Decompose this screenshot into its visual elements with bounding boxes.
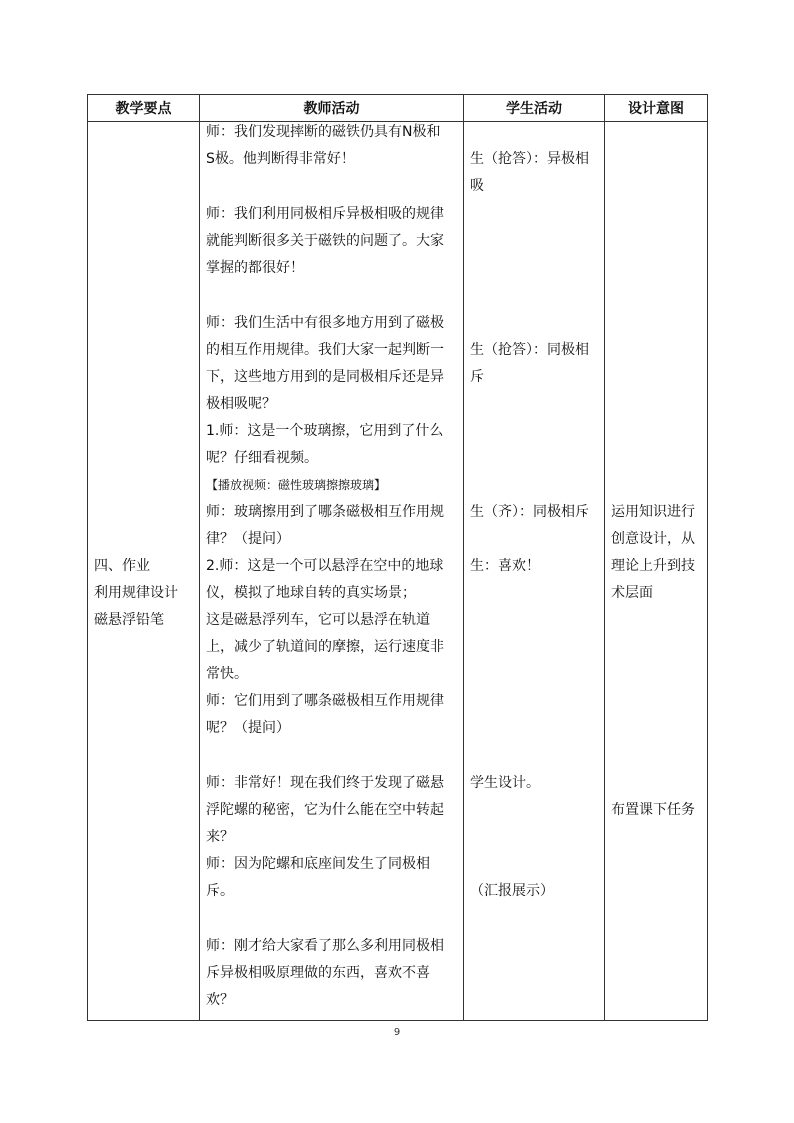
teaching-point-line: 磁悬浮铅笔 (94, 612, 164, 628)
teacher-line: 呢？（提问） (206, 720, 290, 736)
teacher-line: 斥。 (206, 883, 234, 899)
design-intent-line: 理论上升到技 (611, 558, 695, 574)
table-row (88, 122, 708, 1021)
teacher-line: 师：我们生活中有很多地方用到了磁极 (206, 315, 444, 331)
video-note: 【播放视频：磁性玻璃擦擦玻璃】 (206, 478, 387, 492)
teaching-point-line: 利用规律设计 (94, 585, 178, 601)
student-line: 吸 (470, 178, 484, 194)
teacher-activity-cell (200, 122, 464, 1021)
teacher-line: 来？ (206, 829, 234, 845)
teacher-line: 师：我们发现摔断的磁铁仍具有N极和 (206, 124, 441, 140)
teacher-line: 下，这些地方用到的是同极相斥还是异 (206, 369, 444, 385)
teacher-line: 浮陀螺的秘密，它为什么能在空中转起 (206, 802, 444, 818)
page-number: 9 (393, 1027, 401, 1038)
teacher-line: 的相互作用规律。我们大家一起判断一 (206, 342, 444, 358)
header-design-intent: 设计意图 (605, 95, 708, 122)
teacher-line: 仪，模拟了地球自转的真实场景； (206, 585, 416, 601)
student-line: 生：喜欢！ (470, 558, 540, 574)
student-line: 生（抢答）：同极相 (470, 342, 589, 358)
lesson-plan-table (87, 94, 708, 1021)
teacher-line: 师：我们利用同极相斥异极相吸的规律 (206, 206, 444, 222)
teacher-line: 呢？仔细看视频。 (206, 450, 318, 466)
teacher-line: 1.师：这是一个玻璃擦，它用到了什么 (206, 423, 444, 439)
teacher-line: 2.师：这是一个可以悬浮在空中的地球 (206, 558, 444, 574)
teacher-line: 师：因为陀螺和底座间发生了同极相 (206, 856, 430, 872)
student-activity-cell (464, 122, 605, 1021)
header-teacher-activity: 教师活动 (200, 95, 464, 122)
teacher-line: 这是磁悬浮列车，它可以悬浮在轨道 (206, 612, 430, 628)
teacher-line: 师：非常好！现在我们终于发现了磁悬 (206, 775, 444, 791)
student-line: 生（抢答）：异极相 (470, 151, 589, 167)
design-intent-line: 运用知识进行 (611, 504, 695, 520)
teacher-line: 极相吸呢？ (206, 396, 276, 412)
design-intent-line: 布置课下任务 (611, 802, 695, 818)
student-line: （汇报展示） (470, 883, 554, 899)
teacher-line: 师：玻璃擦用到了哪条磁极相互作用规 (206, 504, 444, 520)
student-line: 学生设计。 (470, 775, 540, 791)
teacher-line: 师：它们用到了哪条磁极相互作用规律 (206, 693, 444, 709)
design-intent-cell (605, 122, 708, 1021)
teacher-line: S极。他判断得非常好！ (206, 151, 355, 167)
teacher-line: 斥异极相吸原理做的东西，喜欢不喜 (206, 965, 430, 981)
teacher-line: 师：刚才给大家看了那么多利用同极相 (206, 938, 444, 954)
design-intent-line: 术层面 (611, 585, 653, 601)
header-student-activity: 学生活动 (464, 95, 605, 122)
header-row (88, 95, 708, 122)
header-teaching-points: 教学要点 (88, 95, 200, 122)
student-line: 生（齐）：同极相斥 (470, 504, 589, 520)
teaching-points-cell (88, 122, 200, 1021)
teacher-line: 欢？ (206, 992, 234, 1008)
teacher-line: 常快。 (206, 666, 248, 682)
student-line: 斥 (470, 369, 484, 385)
teacher-line: 上，减少了轨道间的摩擦，运行速度非 (206, 639, 444, 655)
teacher-line: 掌握的都很好！ (206, 260, 304, 276)
teacher-line: 律？（提问） (206, 531, 290, 547)
teacher-line: 就能判断很多关于磁铁的问题了。大家 (206, 233, 444, 249)
teaching-point-line: 四、作业 (94, 558, 150, 574)
design-intent-line: 创意设计，从 (611, 531, 695, 547)
